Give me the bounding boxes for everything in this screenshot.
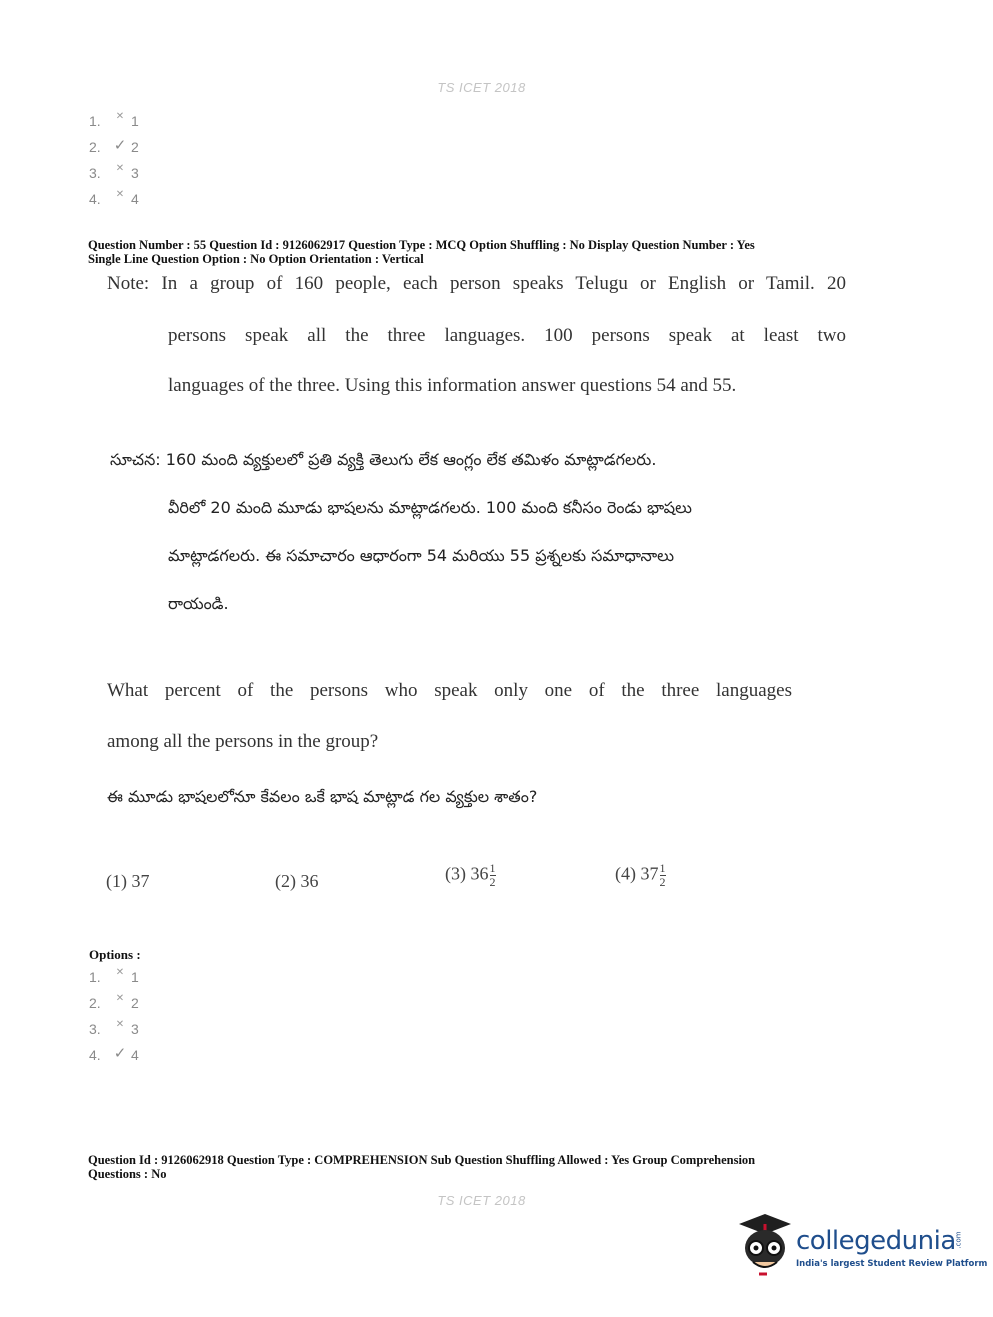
option-value: 1 [131, 113, 139, 129]
option-value: 4 [131, 191, 139, 207]
answer-fraction [660, 862, 666, 889]
note-telugu-line-1 [110, 450, 656, 473]
note-english-line-2: persons speak all the three languages. 100 persons speak at least two [168, 325, 846, 346]
answer-label: (3) [445, 863, 466, 884]
collegedunia-logo-text: collegedunia [796, 1226, 956, 1256]
option-value: 3 [131, 165, 139, 181]
fraction-denominator: 2 [489, 875, 496, 889]
wrong-mark-icon: ✕ [115, 111, 125, 122]
question-english-line-2: among all the persons in the group? [107, 731, 379, 752]
option-value: 4 [131, 1047, 139, 1063]
wrong-mark-icon: ✕ [115, 1019, 125, 1030]
collegedunia-tagline: India's largest Student Review Platform [796, 1259, 988, 1269]
wrong-mark-icon: ✕ [115, 967, 125, 978]
question-telugu: ఈ మూడు భాషలలోనూ కేవలం ఒకే భాష మాట్లాడ గల వ్యక్తుల శాతం? [107, 787, 538, 806]
question-english-line-1: What percent of the persons who speak only one of the three languages [107, 680, 792, 701]
collegedunia-mascot-icon [735, 1210, 795, 1280]
note-text: In a group of 160 people, each person speaks Telugu or English or Tamil. 20 [161, 273, 846, 294]
answer-value: 37 [640, 863, 659, 884]
check-mark-icon: ✓ [113, 1045, 127, 1062]
option-row [89, 1042, 139, 1068]
note-label: Note: [107, 273, 150, 294]
note-english-line-3: languages of the three. Using this information answer questions 54 and 55. [168, 375, 737, 396]
note-telugu-line-2: వీరిలో 20 మంది మూడు భాషలను మాట్లాడగలరు. 100 మంది కనీసం రెండు భాషలు [168, 498, 692, 517]
option-value: 2 [131, 139, 139, 155]
option-row [89, 186, 139, 212]
options-heading: Options : [89, 947, 141, 962]
option-value: 1 [131, 969, 139, 985]
fraction-denominator: 2 [659, 875, 666, 889]
answer-value: 37 [131, 871, 150, 891]
fraction-numerator: 1 [489, 861, 496, 875]
wrong-mark-icon: ✕ [115, 189, 125, 200]
watermark-top: TS ICET 2018 [437, 80, 526, 95]
check-mark-icon: ✓ [113, 137, 127, 154]
question-metadata-line: Questions : No [88, 1167, 167, 1181]
answer-fraction [490, 862, 496, 889]
collegedunia-logo-suffix: .com [954, 1231, 963, 1249]
next-question-metadata [88, 1153, 848, 1181]
answer-value: 36 [470, 863, 489, 884]
answer-value: 36 [300, 871, 319, 891]
answer-label: (2) [275, 871, 296, 891]
option-number: 4. [89, 191, 101, 207]
options-list [89, 964, 139, 1068]
note-telugu-line-3: మాట్లాడగలరు. ఈ సమాచారం ఆధారంగా 54 మరియు 55 ప్రశ్నలకు సమాధానాలు [168, 546, 675, 565]
answer-choice-2 [275, 871, 319, 892]
question-metadata [88, 238, 848, 266]
option-number: 1. [89, 969, 101, 985]
question-metadata-line: Question Number : 55 Question Id : 9126062917 Question Type : MCQ Option Shuffling : No Display Question Number : Yes [88, 238, 755, 252]
wrong-mark-icon: ✕ [115, 993, 125, 1004]
answer-label: (1) [106, 871, 127, 891]
option-number: 4. [89, 1047, 101, 1063]
question-metadata-line: Question Id : 9126062918 Question Type : COMPREHENSION Sub Question Shuffling Allowed : Yes Group Comprehension [88, 1153, 756, 1167]
answer-label: (4) [615, 863, 636, 884]
answer-choice-1 [106, 871, 150, 892]
watermark-bottom: TS ICET 2018 [437, 1193, 526, 1208]
option-row [89, 1016, 139, 1042]
note-telugu-text: 160 మంది వ్యక్తులలో ప్రతి వ్యక్తి తెలుగు లేక ఆంగ్లం లేక తమిళం మాట్లాడగలరు. [165, 450, 657, 469]
option-number: 3. [89, 165, 101, 181]
option-value: 3 [131, 1021, 139, 1037]
fraction-numerator: 1 [659, 861, 666, 875]
previous-options-list [89, 108, 139, 212]
note-telugu-line-4: రాయండి. [168, 594, 229, 613]
option-number: 2. [89, 139, 101, 155]
option-number: 3. [89, 1021, 101, 1037]
option-number: 2. [89, 995, 101, 1011]
option-row [89, 108, 139, 134]
answer-choice-4 [615, 862, 666, 889]
answer-choice-3 [445, 862, 496, 889]
option-number: 1. [89, 113, 101, 129]
option-value: 2 [131, 995, 139, 1011]
question-metadata-line: Single Line Question Option : No Option Orientation : Vertical [88, 252, 424, 266]
wrong-mark-icon: ✕ [115, 163, 125, 174]
note-english-line-1 [107, 273, 846, 295]
note-telugu-label: సూచన: [110, 450, 161, 469]
